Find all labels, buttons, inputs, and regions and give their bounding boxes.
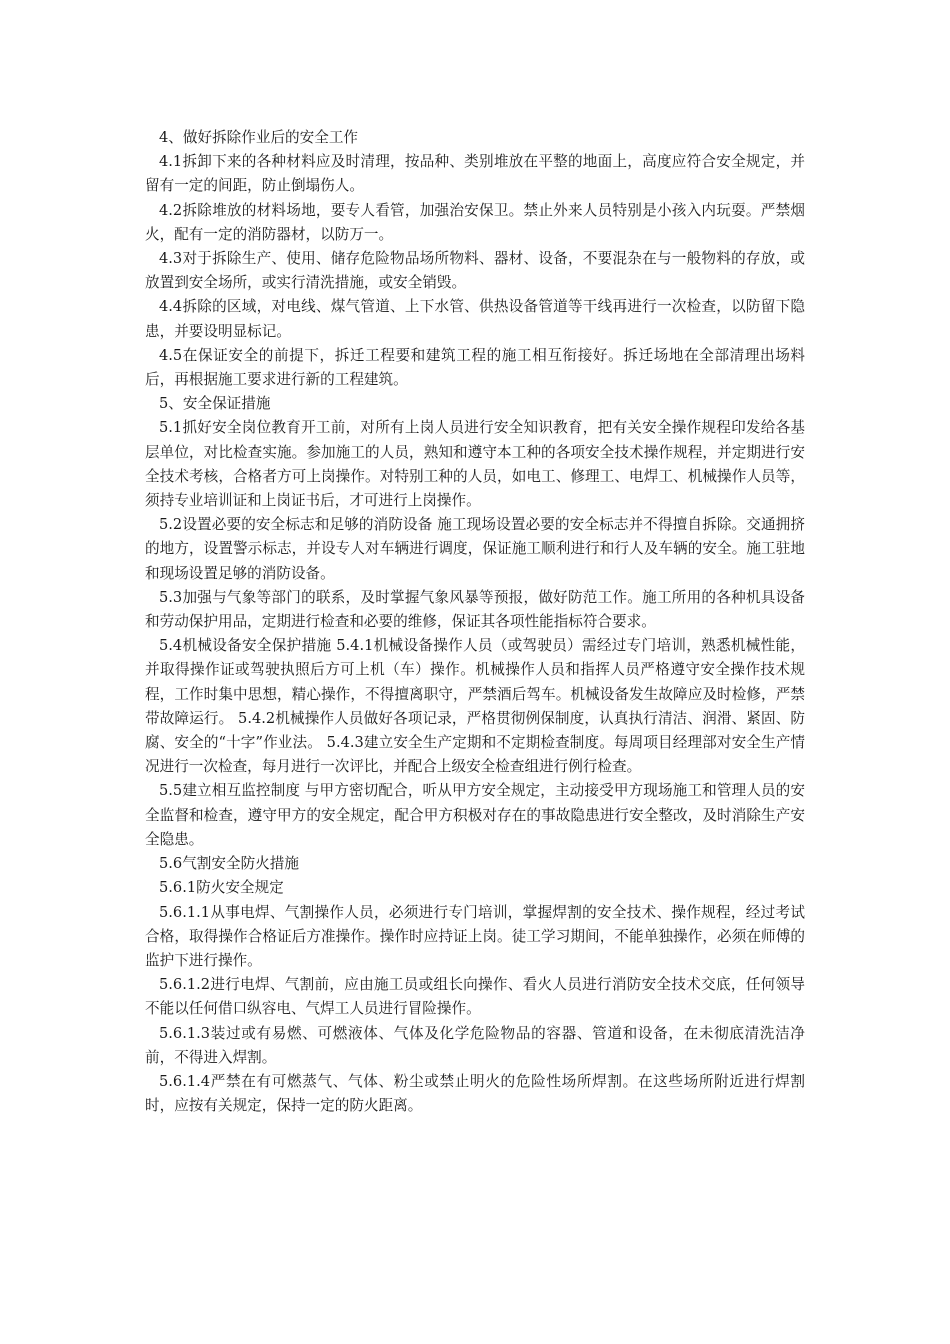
paragraph-4-3: 4.3对于拆除生产、使用、储存危险物品场所物料、器材、设备，不要混杂在与一般物料的存放，或放置到安全场所，或实行清洗措施，或安全销毁。: [145, 250, 805, 292]
document-body: [145, 126, 805, 1118]
paragraph-5-5: 5.5建立相互监控制度 与甲方密切配合，听从甲方安全规定，主动接受甲方现场施工和管理人员的安全监督和检查，遵守甲方的安全规定，配合甲方积极对存在的事故隐患进行安全整改，及时消除生产安全隐患。: [145, 782, 805, 848]
paragraph-5-4: 5.4机械设备安全保护措施 5.4.1机械设备操作人员（或驾驶员）需经过专门培训，熟悉机械性能，并取得操作证或驾驶执照后方可上机（车）操作。机械操作人员和指挥人员严格遵守安全操作技术规程，工作时集中思想，精心操作，不得擅离职守，严禁酒后驾车。机械设备发生故障应及时检修，严禁带故障运行。 5.4.2机械操作人员做好各项记录，严格贯彻例保制度，认真执行清洁、润滑、紧固、防腐、安全的“十字”作业法。 5.4.3建立安全生产定期和不定期检查制度。每周项目经理部对安全生产情况进行一次检查，每月进行一次评比，并配合上级安全检查组进行例行检查。: [145, 637, 805, 776]
paragraph-5-6-1-1: 5.6.1.1从事电焊、气割操作人员，必须进行专门培训，掌握焊割的安全技术、操作规程，经过考试合格，取得操作合格证后方准操作。操作时应持证上岗。徒工学习期间，不能单独操作，必须在师傅的监护下进行操作。: [145, 903, 805, 969]
paragraph-5-1: 5.1抓好安全岗位教育开工前，对所有上岗人员进行安全知识教育，把有关安全操作规程印发给各基层单位，对比检查实施。参加施工的人员，熟知和遵守本工种的各项安全技术操作规程，并定期进行安全技术考核，合格者方可上岗操作。对特别工种的人员，如电工、修理工、电焊工、机械操作人员等，须持专业培训证和上岗证书后，才可进行上岗操作。: [145, 419, 805, 510]
paragraph-4-4: 4.4拆除的区域，对电线、煤气管道、上下水管、供热设备管道等干线再进行一次检查，以防留下隐患，并要设明显标记。: [145, 298, 805, 340]
paragraph-5-6-1-4: 5.6.1.4严禁在有可燃蒸气、气体、粉尘或禁止明火的危险性场所焊割。在这些场所附近进行焊割时，应按有关规定，保持一定的防火距离。: [145, 1072, 805, 1115]
paragraph-4-2: 4.2拆除堆放的材料场地，要专人看管，加强治安保卫。禁止外来人员特别是小孩入内玩耍。严禁烟火，配有一定的消防器材，以防万一。: [145, 201, 805, 243]
paragraph-5-6-1-3: 5.6.1.3装过或有易燃、可燃液体、气体及化学危险物品的容器、管道和设备，在未彻底清洗洁净前，不得进入焊割。: [145, 1024, 805, 1066]
heading-section-5: 5、安全保证措施: [159, 395, 271, 413]
paragraph-5-3: 5.3加强与气象等部门的联系，及时掌握气象风暴等预报，做好防范工作。施工所用的各种机具设备和劳动保护用品，定期进行检查和必要的维修，保证其各项性能指标符合要求。: [145, 588, 805, 631]
heading-5-6: 5.6气割安全防火措施: [159, 855, 299, 873]
paragraph-4-5: 4.5在保证安全的前提下，拆迁工程要和建筑工程的施工相互衔接好。拆迁场地在全部清理出场料后，再根据施工要求进行新的工程建筑。: [145, 346, 805, 389]
paragraph-5-6-1-2: 5.6.1.2进行电焊、气割前，应由施工员或组长向操作、看火人员进行消防安全技术交底，任何领导不能以任何借口纵容电、气焊工人员进行冒险操作。: [145, 976, 805, 1018]
paragraph-4-1: 4.1拆卸下来的各种材料应及时清理，按品种、类别堆放在平整的地面上，高度应符合安全规定，并留有一定的间距，防止倒塌伤人。: [145, 153, 805, 195]
paragraph-5-2: 5.2设置必要的安全标志和足够的消防设备 施工现场设置必要的安全标志并不得擅自拆除。交通拥挤的地方，设置警示标志，并设专人对车辆进行调度，保证施工顺利进行和行人及车辆的安全。施工驻地和现场设置足够的消防设备。: [145, 516, 805, 582]
heading-section-4: 4、做好拆除作业后的安全工作: [159, 129, 359, 146]
heading-5-6-1: 5.6.1防火安全规定: [159, 879, 284, 897]
